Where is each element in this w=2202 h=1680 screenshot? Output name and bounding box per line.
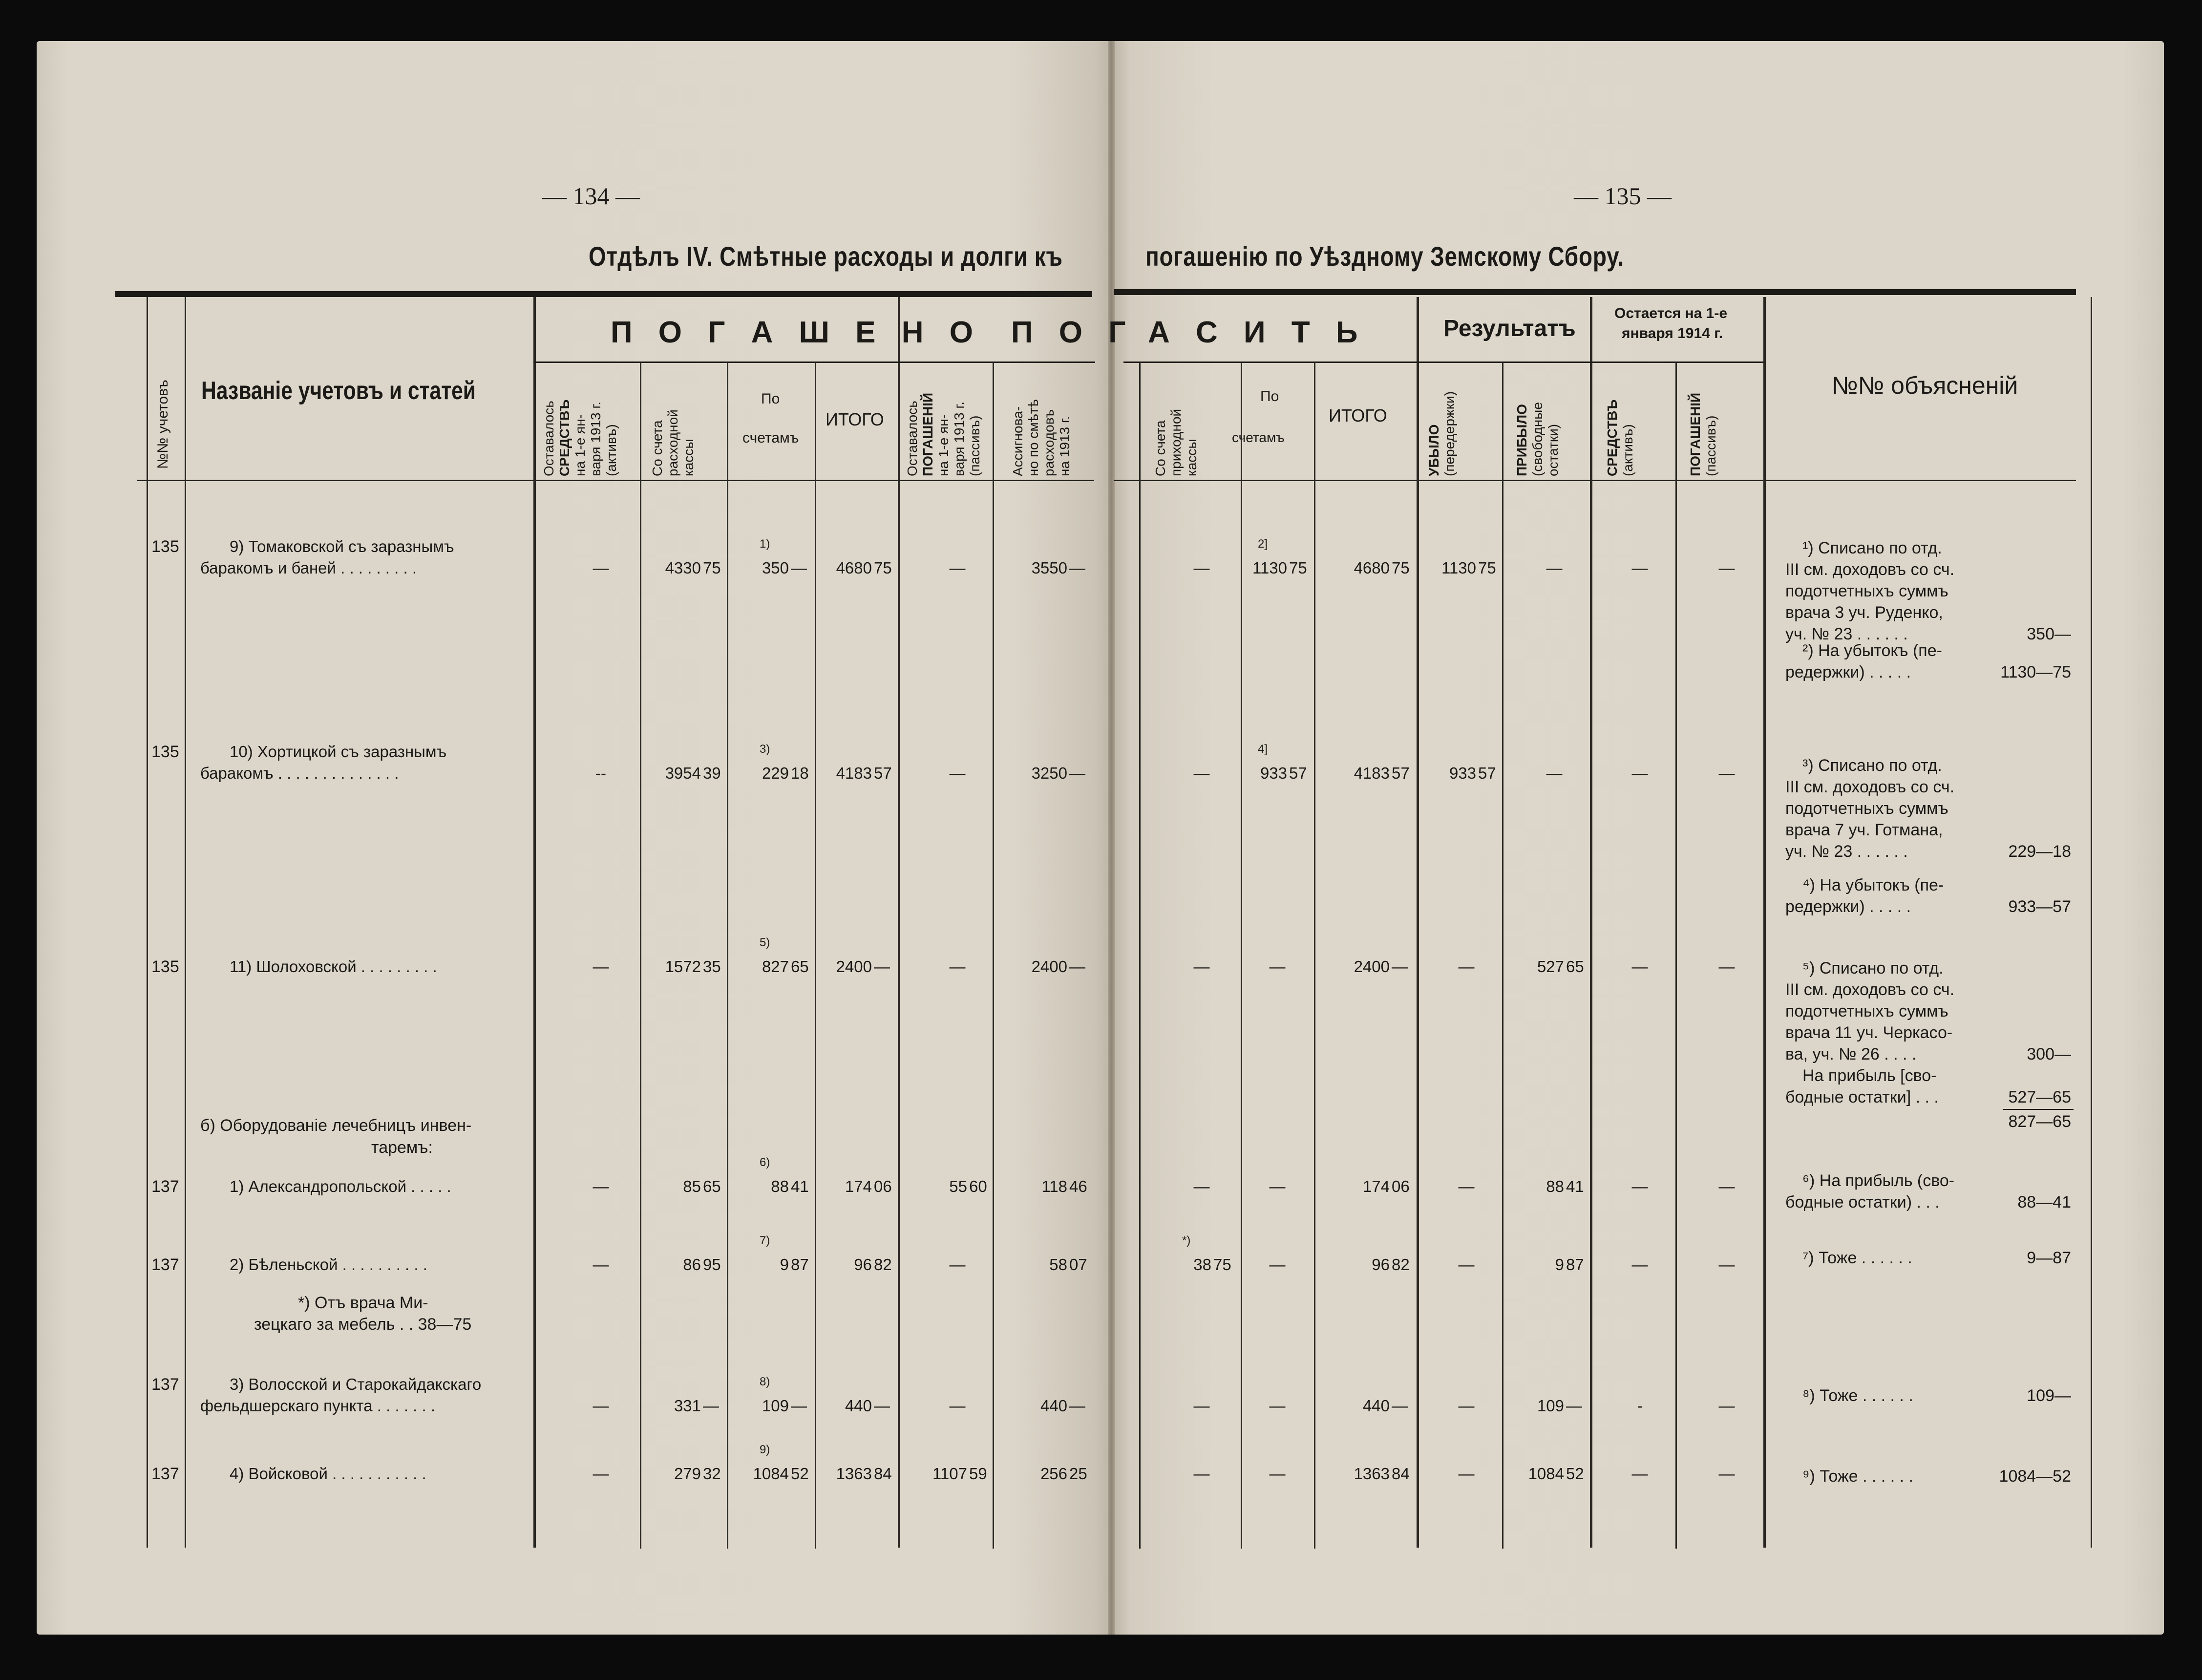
cell-dash: - xyxy=(1637,1397,1643,1415)
explanation-line: бодные остатки) . . . xyxy=(1785,1193,1940,1212)
cell-amount: 4183 xyxy=(836,764,872,782)
explanation-line: ⁸) Тоже . . . . . . xyxy=(1802,1386,1913,1405)
cell-kop: 65 xyxy=(1566,957,1584,976)
cell-kop: 39 xyxy=(703,764,721,782)
explanation-line: ⁹) Тоже . . . . . . xyxy=(1802,1467,1913,1486)
cell-amount: 9 xyxy=(1555,1255,1564,1274)
col-line xyxy=(1314,362,1315,1549)
cell-dash: — xyxy=(1631,1177,1648,1195)
sub-rule-left xyxy=(533,362,1095,363)
title-right: погашенію по Уѣздному Земскому Сбору. xyxy=(1145,241,1625,272)
cell-amount: 1130 xyxy=(1441,559,1476,577)
explanation-line: уч. № 23 . . . . . . xyxy=(1785,842,1908,861)
col-line xyxy=(147,297,148,1548)
explanation-amount: 9—87 xyxy=(2027,1249,2071,1267)
footnote-mark: 8) xyxy=(760,1375,770,1388)
explanation-line: редержки) . . . . . xyxy=(1785,663,1911,681)
row-number: 137 xyxy=(151,1465,179,1483)
cell-dash: — xyxy=(949,559,966,577)
cell-dash: — xyxy=(1718,1255,1735,1274)
header-pog: П О Г xyxy=(1011,316,1135,349)
cell-dash: — xyxy=(1631,1255,1648,1274)
header-itogo-r: ИТОГО xyxy=(1329,405,1387,425)
cell-dash: — xyxy=(1546,764,1563,782)
cell-dash: — xyxy=(1269,957,1286,976)
footnote-mark: *) xyxy=(1182,1234,1191,1247)
cell-kop: 87 xyxy=(1566,1255,1584,1274)
row-name: 1) Александропольской . . . . . xyxy=(230,1177,451,1195)
header-pogasheno: П О Г А Ш Е Н О xyxy=(611,316,982,349)
cell-amount: 4183 xyxy=(1354,764,1390,782)
cell-kop: 84 xyxy=(1392,1465,1410,1483)
cell-kop: 25 xyxy=(1069,1465,1087,1483)
explanation-line: ⁴) На убытокъ (пе- xyxy=(1802,876,1944,894)
row-name: баракомъ и баней . . . . . . . . . xyxy=(200,559,417,577)
cell-dash: — xyxy=(1269,1177,1286,1195)
header-assignovano: Ассигнова- но по смѣтѣ расходовъ на 1913 г. xyxy=(1010,399,1072,476)
cell-kop: 06 xyxy=(874,1177,892,1195)
cell-dash: — xyxy=(1718,1177,1735,1195)
cell-amount: 3250 xyxy=(1031,764,1067,782)
header-obyasneniy: №№ объясненій xyxy=(1832,372,2018,399)
header-so-scheta-rashodnoy: Со счета расходной кассы xyxy=(650,409,696,476)
row-name: 4) Войсковой . . . . . . . . . . . xyxy=(230,1465,426,1483)
cell-kop: 59 xyxy=(969,1465,987,1483)
cell-kop: — xyxy=(1069,559,1085,577)
header-ubylo: УБЫЛО (передержки) xyxy=(1426,391,1457,476)
explanation-line: врача 11 уч. Черкасо- xyxy=(1785,1023,1953,1042)
cell-amount: 1084 xyxy=(753,1465,789,1483)
row-number: 137 xyxy=(151,1177,179,1196)
cell-kop: 41 xyxy=(791,1177,809,1195)
explanation-line: бодные остатки] . . . xyxy=(1785,1088,1939,1106)
cell-amount: 1363 xyxy=(836,1465,872,1483)
footnote-mark: 4] xyxy=(1258,743,1268,756)
cell-dash: — xyxy=(1718,559,1735,577)
col-line xyxy=(640,362,641,1549)
cell-amount: 96 xyxy=(854,1255,872,1274)
footnote-mark: 9) xyxy=(760,1443,770,1456)
cell-dash: — xyxy=(949,957,966,976)
cell-amount: 440 xyxy=(1362,1397,1390,1415)
header-ostaetsya-2: января 1914 г. xyxy=(1622,325,1723,341)
explanation-amount: 300— xyxy=(2027,1045,2071,1063)
cell-amount: 1130 xyxy=(1252,559,1287,577)
cell-dash: — xyxy=(1631,764,1648,782)
explanation-amount: 88—41 xyxy=(2017,1193,2071,1212)
row-number: 135 xyxy=(151,743,179,761)
header-rezultat: Результатъ xyxy=(1443,316,1576,341)
row-number: 135 xyxy=(151,957,179,976)
cell-amount: 2400 xyxy=(836,957,872,976)
cell-amount: 86 xyxy=(683,1255,701,1274)
explanation-amount: 933—57 xyxy=(2008,897,2071,916)
header-asit: А С И Т Ь xyxy=(1148,316,1367,349)
cell-dash: — xyxy=(593,559,609,577)
section-b-line1: б) Оборудованіе лечебницъ инвен- xyxy=(200,1116,472,1135)
footnote-mark: 6) xyxy=(760,1156,770,1169)
col-line xyxy=(898,297,900,1548)
cell-amount: 3954 xyxy=(665,764,701,782)
cell-kop: 82 xyxy=(874,1255,892,1274)
cell-amount: 85 xyxy=(683,1177,701,1195)
cell-kop: 35 xyxy=(703,957,721,976)
header-bottom-rule-left xyxy=(137,480,1094,481)
cell-kop: 57 xyxy=(874,764,892,782)
cell-kop: — xyxy=(703,1397,719,1415)
cell-dash: — xyxy=(1458,1177,1475,1195)
header-schetam-r: счетамъ xyxy=(1232,430,1285,445)
cell-kop: 60 xyxy=(969,1177,987,1195)
col-line xyxy=(533,297,536,1548)
cell-kop: — xyxy=(1566,1397,1582,1415)
cell-amount: 4330 xyxy=(665,559,701,577)
col-line xyxy=(1502,362,1503,1549)
title-left: Отдѣлъ IV. Смѣтные расходы и долги къ xyxy=(589,241,1063,272)
sum-rule xyxy=(2003,1109,2074,1110)
header-ostavalos-sredstv: Оставалось СРЕДСТВЪ на 1-е ян- варя 1913 г. (активъ) xyxy=(541,399,619,476)
cell-kop: 75 xyxy=(1392,559,1410,577)
row-number: 137 xyxy=(151,1375,179,1394)
row-name: 9) Томаковской съ заразнымъ xyxy=(230,537,454,555)
cell-dash: — xyxy=(1718,1465,1735,1483)
cell-kop: — xyxy=(791,1397,807,1415)
cell-kop: 75 xyxy=(703,559,721,577)
cell-dash: — xyxy=(593,1255,609,1274)
explanation-amount: 1084—52 xyxy=(1999,1467,2071,1486)
footnote-star-line1: *) Отъ врача Ми- xyxy=(298,1294,428,1312)
explanation-line: III см. доходовъ со сч. xyxy=(1785,560,1955,579)
cell-kop: 75 xyxy=(1213,1255,1231,1274)
explanation-line: редержки) . . . . . xyxy=(1785,897,1911,916)
header-itogo: ИТОГО xyxy=(826,409,884,429)
cell-kop: 32 xyxy=(703,1465,721,1483)
cell-dash: — xyxy=(1718,1397,1735,1415)
cell-kop: 18 xyxy=(791,764,809,782)
cell-dash: — xyxy=(1193,957,1210,976)
cell-amount: 38 xyxy=(1193,1255,1211,1274)
cell-amount: 88 xyxy=(1546,1177,1564,1195)
cell-dash: — xyxy=(1546,559,1563,577)
cell-dash: — xyxy=(593,1177,609,1195)
cell-dash: — xyxy=(1269,1397,1286,1415)
cell-dash: — xyxy=(593,1465,609,1483)
cell-dash: — xyxy=(593,1397,609,1415)
cell-kop: 95 xyxy=(703,1255,721,1274)
cell-amount: 1363 xyxy=(1354,1465,1390,1483)
cell-kop: — xyxy=(1069,1397,1085,1415)
cell-dash: — xyxy=(949,1397,966,1415)
section-b-line2: таремъ: xyxy=(371,1138,433,1157)
footnote-mark: 5) xyxy=(760,936,770,949)
col-line xyxy=(1590,297,1592,1548)
cell-dash: — xyxy=(949,1255,966,1274)
explanation-line: подотчетныхъ суммъ xyxy=(1785,1002,1948,1021)
header-ostavalos-pogasheniy: Оставалось ПОГАШЕНІЙ на 1-е ян- варя 1913 г. (пассивъ) xyxy=(905,392,982,476)
explanation-line: врача 7 уч. Готмана, xyxy=(1785,821,1943,839)
cell-dash: — xyxy=(1631,1465,1648,1483)
col-line xyxy=(1675,362,1677,1549)
explanation-line: На прибыль [сво- xyxy=(1802,1066,1937,1085)
cell-kop: 75 xyxy=(1289,559,1307,577)
explanation-line: подотчетныхъ суммъ xyxy=(1785,582,1948,600)
cell-dash: — xyxy=(1193,764,1210,782)
header-name: Названіе учетовъ и статей xyxy=(201,377,476,405)
cell-amount: 440 xyxy=(845,1397,872,1415)
cell-kop: — xyxy=(1392,1397,1408,1415)
cell-kop: — xyxy=(791,559,807,577)
col-line xyxy=(1139,362,1141,1549)
footnote-mark: 2] xyxy=(1258,537,1268,551)
row-number: 135 xyxy=(151,537,179,556)
explanation-line: подотчетныхъ суммъ xyxy=(1785,799,1948,818)
cell-amount: 331 xyxy=(674,1397,701,1415)
row-name: 2) Бѣленьской . . . . . . . . . . xyxy=(230,1255,427,1274)
explanation-line: III см. доходовъ со сч. xyxy=(1785,980,1955,999)
header-so-scheta-prihodnoy: Со счета приходной кассы xyxy=(1153,408,1199,476)
cell-amount: 933 xyxy=(1260,764,1287,782)
cell-amount: 58 xyxy=(1049,1255,1067,1274)
cell-dash: — xyxy=(1718,957,1735,976)
cell-kop: 75 xyxy=(874,559,892,577)
cell-kop: 65 xyxy=(703,1177,721,1195)
cell-amount: 2400 xyxy=(1031,957,1067,976)
top-rule-left xyxy=(115,291,1092,297)
row-name: 3) Волосской и Старокайдакскаго xyxy=(230,1375,482,1393)
cell-kop: — xyxy=(874,957,890,976)
cell-kop: 82 xyxy=(1392,1255,1410,1274)
explanation-amount: 350— xyxy=(2027,625,2071,643)
cell-kop: 41 xyxy=(1566,1177,1584,1195)
explanation-line: III см. доходовъ со сч. xyxy=(1785,778,1955,796)
cell-kop: 87 xyxy=(791,1255,809,1274)
explanation-amount: 109— xyxy=(2027,1386,2071,1405)
explanation-line: ⁷) Тоже . . . . . . xyxy=(1802,1249,1912,1267)
cell-kop: 57 xyxy=(1289,764,1307,782)
cell-kop: — xyxy=(874,1397,890,1415)
cell-dash: — xyxy=(1193,559,1210,577)
cell-dash: — xyxy=(593,957,609,976)
cell-amount: 440 xyxy=(1040,1397,1067,1415)
footnote-mark: 3) xyxy=(760,743,770,756)
header-num: №№ учетовъ xyxy=(155,380,171,469)
cell-amount: 527 xyxy=(1537,957,1564,976)
cell-dash: — xyxy=(1269,1465,1286,1483)
cell-amount: 9 xyxy=(780,1255,789,1274)
cell-amount: 1084 xyxy=(1528,1465,1564,1483)
header-pribylo: ПРИБЫЛО (свободные остатки) xyxy=(1514,402,1561,476)
col-line xyxy=(1241,362,1242,1549)
col-line xyxy=(727,362,728,1549)
sub-rule-right xyxy=(1123,362,1763,363)
cell-kop: — xyxy=(1069,957,1085,976)
cell-amount: 3550 xyxy=(1031,559,1067,577)
cell-amount: 279 xyxy=(674,1465,701,1483)
cell-kop: 52 xyxy=(1566,1465,1584,1483)
explanation-amount: 827—65 xyxy=(2008,1112,2071,1131)
cell-amount: 229 xyxy=(762,764,789,782)
cell-amount: 1572 xyxy=(665,957,701,976)
explanation-line: ⁵) Списано по отд. xyxy=(1802,959,1944,978)
cell-amount: 1107 xyxy=(932,1465,967,1483)
row-name: 11) Шолоховской . . . . . . . . . xyxy=(230,957,437,976)
cell-amount: 933 xyxy=(1449,764,1476,782)
cell-kop: 84 xyxy=(874,1465,892,1483)
header-schetam: счетамъ xyxy=(742,430,799,446)
cell-amount: 4680 xyxy=(1354,559,1390,577)
cell-dash: — xyxy=(1193,1465,1210,1483)
row-number: 137 xyxy=(151,1255,179,1274)
cell-amount: 827 xyxy=(762,957,789,976)
col-line xyxy=(815,362,816,1549)
cell-kop: 52 xyxy=(791,1465,809,1483)
header-bottom-rule-right xyxy=(1114,480,2076,481)
cell-amount: 2400 xyxy=(1354,957,1390,976)
cell-amount: 174 xyxy=(845,1177,872,1195)
cell-dash: — xyxy=(1458,1465,1475,1483)
header-sredstv: СРЕДСТВЪ (активъ) xyxy=(1605,399,1635,476)
footnote-mark: 1) xyxy=(760,537,770,551)
explanation-line: ва, уч. № 26 . . . . xyxy=(1785,1045,1917,1063)
col-line xyxy=(2091,297,2092,1548)
cell-dash: — xyxy=(1458,1255,1475,1274)
cell-dash: — xyxy=(1193,1177,1210,1195)
cell-amount: 55 xyxy=(949,1177,967,1195)
cell-amount: 109 xyxy=(762,1397,789,1415)
row-name: фельдшерскаго пункта . . . . . . . xyxy=(200,1397,435,1415)
cell-kop: — xyxy=(1069,764,1085,782)
header-ostaetsya-1: Остается на 1-е xyxy=(1614,305,1728,321)
cell-dash: — xyxy=(949,764,966,782)
explanation-line: ⁶) На прибыль (сво- xyxy=(1802,1171,1955,1190)
cell-dash: -- xyxy=(595,764,606,782)
explanation-amount: 1130—75 xyxy=(2000,663,2071,681)
explanation-line: уч. № 23 . . . . . . xyxy=(1785,625,1908,643)
row-name: 10) Хортицкой съ заразнымъ xyxy=(230,743,447,761)
cell-kop: 06 xyxy=(1392,1177,1410,1195)
header-po: По xyxy=(761,391,780,407)
cell-dash: — xyxy=(1269,1255,1286,1274)
book-spine xyxy=(1108,41,1115,1635)
col-line xyxy=(1763,297,1766,1548)
left-page xyxy=(37,41,1116,1635)
cell-amount: 109 xyxy=(1537,1397,1564,1415)
cell-dash: — xyxy=(1458,1397,1475,1415)
cell-amount: 118 xyxy=(1041,1177,1067,1195)
cell-amount: 88 xyxy=(771,1177,789,1195)
col-line xyxy=(993,362,994,1549)
explanation-amount: 527—65 xyxy=(2008,1088,2071,1106)
col-line xyxy=(1417,297,1419,1548)
cell-kop: 75 xyxy=(1478,559,1496,577)
cell-dash: — xyxy=(1458,957,1475,976)
footnote-mark: 7) xyxy=(760,1234,770,1247)
cell-kop: 46 xyxy=(1069,1177,1087,1195)
top-rule-right xyxy=(1114,289,2076,295)
cell-amount: 4680 xyxy=(836,559,872,577)
cell-kop: 65 xyxy=(791,957,809,976)
cell-amount: 350 xyxy=(762,559,789,577)
cell-amount: 174 xyxy=(1362,1177,1390,1195)
explanation-line: ³) Списано по отд. xyxy=(1802,756,1942,775)
explanation-line: врача 3 уч. Руденко, xyxy=(1785,603,1943,622)
cell-kop: 07 xyxy=(1069,1255,1087,1274)
cell-amount: 96 xyxy=(1372,1255,1390,1274)
cell-dash: — xyxy=(1631,957,1648,976)
cell-kop: — xyxy=(1392,957,1408,976)
footnote-star-line2: зецкаго за мебель . . 38—75 xyxy=(254,1315,472,1334)
col-line xyxy=(185,297,186,1548)
header-po-r: По xyxy=(1260,388,1279,404)
cell-amount: 256 xyxy=(1040,1465,1067,1483)
cell-dash: — xyxy=(1631,559,1648,577)
header-pogasheniy: ПОГАШЕНІЙ (пассивъ) xyxy=(1688,392,1718,476)
cell-dash: — xyxy=(1718,764,1735,782)
cell-dash: — xyxy=(1193,1397,1210,1415)
explanation-amount: 229—18 xyxy=(2008,842,2071,861)
cell-kop: 57 xyxy=(1392,764,1410,782)
explanation-line: ¹) Списано по отд. xyxy=(1802,539,1942,557)
cell-kop: 57 xyxy=(1478,764,1496,782)
row-name: баракомъ . . . . . . . . . . . . . . xyxy=(200,764,399,782)
left-page-number: — 134 — xyxy=(542,182,640,210)
explanation-line: ²) На убытокъ (пе- xyxy=(1802,641,1942,660)
right-page-number: — 135 — xyxy=(1574,182,1672,210)
